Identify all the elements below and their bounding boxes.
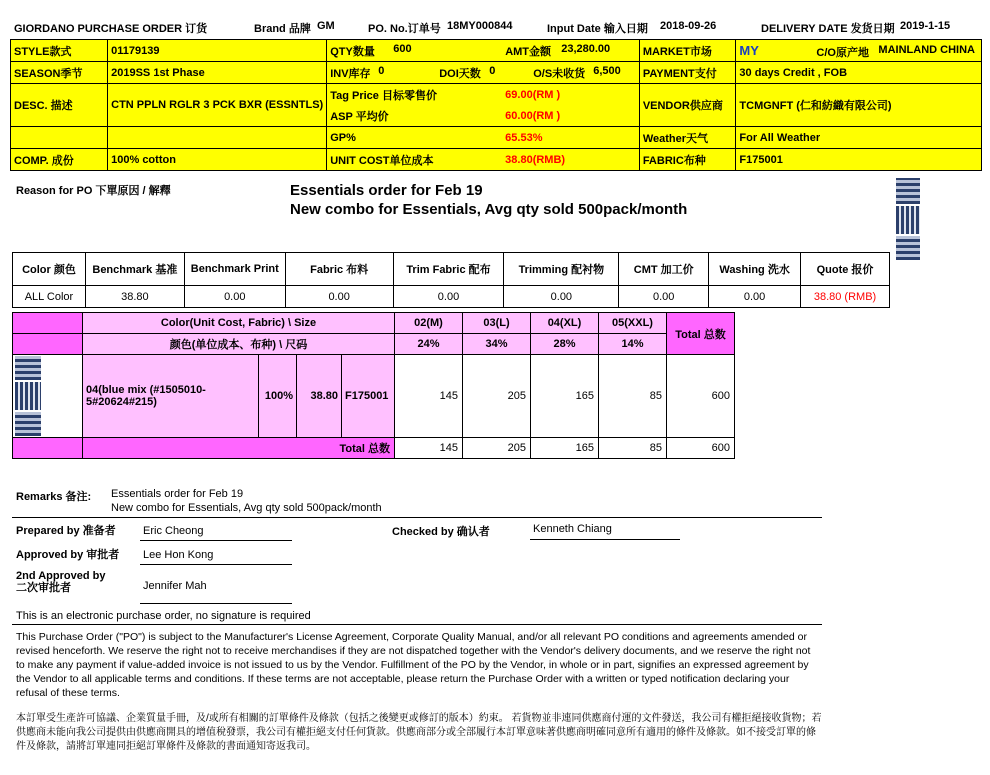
inv-value: 0 <box>378 64 385 77</box>
approved-label: Approved by 审批者 <box>16 549 120 561</box>
payment-value: 30 days Credit , FOB <box>736 62 982 84</box>
total-header: Total 总数 <box>667 313 735 355</box>
table-row <box>13 355 735 438</box>
color-size-table <box>12 312 735 459</box>
color-header-zh: 颜色(单位成本、布种) \ 尺码 <box>83 334 395 355</box>
remarks-label: Remarks 备注: <box>16 491 92 503</box>
prepared-line <box>140 540 292 541</box>
unit-cost-value: 38.80(RMB) <box>502 149 639 171</box>
qty-m: 145 <box>395 355 463 438</box>
season-label: SEASON季节 <box>11 62 108 84</box>
season-value: 2019SS 1st Phase <box>108 62 327 84</box>
color-fabric: F175001 <box>342 355 395 438</box>
second-approved-value: Jennifer Mah <box>143 580 207 592</box>
swatch-top-icon <box>896 178 920 204</box>
fabric-value: F175001 <box>736 149 982 171</box>
inv-doi-os-cell <box>327 62 640 84</box>
qty-xl: 165 <box>531 355 599 438</box>
row-swatch-bottom-icon <box>15 412 41 436</box>
size-header-xxl: 05(XXL) <box>599 313 667 334</box>
total-l: 205 <box>463 438 531 459</box>
weather-value: For All Weather <box>736 127 982 149</box>
input-date: 2018-09-26 <box>660 20 717 32</box>
approved-value: Lee Hon Kong <box>143 549 214 561</box>
market-value: MY <box>739 43 759 58</box>
color-swatch-cell <box>13 355 83 438</box>
divider <box>12 624 822 625</box>
gp-empty-1 <box>11 127 108 149</box>
benchmark-table <box>12 252 890 308</box>
market-origin-cell <box>736 40 982 62</box>
vendor-label: VENDOR供应商 <box>639 84 736 127</box>
total-xl: 165 <box>531 438 599 459</box>
bench-header-fabric: Fabric 布料 <box>285 253 393 286</box>
checked-value: Kenneth Chiang <box>533 523 612 535</box>
size-header-l: 03(L) <box>463 313 531 334</box>
style-value: 01179139 <box>108 40 327 62</box>
qty-l: 205 <box>463 355 531 438</box>
color-header-en: Color(Unit Cost, Fabric) \ Size <box>83 313 395 334</box>
terms-english: This Purchase Order ("PO") is subject to the Manufacturer's License Agreement, Corporate Quality Manual, and/or all relevant PO conditions and agreements amended or revised henceforth. We reserve the right not to receive merchandises if they are not dispatched together with the Vendor's delivery documents, and we reserve the right not to make any payment if value-added invoice is not issued to us by the Vendor. Fulfillment of the PO by the Vendor, in whole or in part, signifies an expressed agreement by the Vendor to all applicable terms and conditions. If these terms are not acceptable, please return the Purchase Order with a written or typed notification declaring your refusal of these terms. <box>16 631 811 699</box>
amt-value: 23,280.00 <box>561 42 611 55</box>
second-approved-label <box>16 570 105 594</box>
ratio-xl: 28% <box>531 334 599 355</box>
bench-value-cmt: 0.00 <box>619 286 709 308</box>
bench-header-cmt: CMT 加工价 <box>619 253 709 286</box>
desc-label: DESC. 描述 <box>11 84 108 127</box>
bench-value-color: ALL Color <box>13 286 86 308</box>
electronic-notice: This is an electronic purchase order, no signature is required <box>16 610 311 622</box>
asp-value: 60.00(RM ) <box>502 105 639 127</box>
row-swatch-top-icon <box>15 356 41 380</box>
weather-label: Weather天气 <box>639 127 736 149</box>
swatch-bottom-icon <box>896 236 920 260</box>
qty-xxl: 85 <box>599 355 667 438</box>
input-date-label: Input Date 输入日期 <box>547 23 648 35</box>
grand-total: 600 <box>667 438 735 459</box>
color-swatch-image <box>15 356 41 436</box>
second-approved-label-zh: 二次审批者 <box>16 582 71 594</box>
amt-label: AMT金额 <box>505 45 552 58</box>
unit-cost-label: UNIT COST单位成本 <box>327 149 502 171</box>
vendor-value: TCMGNFT (仁和紡織有限公司) <box>736 84 982 127</box>
po-number-label: PO. No.订单号 <box>368 23 441 35</box>
size-header-xl: 04(XL) <box>531 313 599 334</box>
ratio-m: 24% <box>395 334 463 355</box>
approved-line <box>140 564 292 565</box>
ratio-xxl: 14% <box>599 334 667 355</box>
gp-label: GP% <box>327 127 502 149</box>
qty-total: 600 <box>667 355 735 438</box>
color-pct: 100% <box>259 355 297 438</box>
brand-value: GM <box>317 20 335 32</box>
total-m: 145 <box>395 438 463 459</box>
bench-value-fabric: 0.00 <box>285 286 393 308</box>
bench-header-trimming: Trimming 配衬物 <box>504 253 619 286</box>
remarks-line-1: Essentials order for Feb 19 <box>111 488 244 500</box>
qty-amt-cell <box>327 40 640 62</box>
color-cost: 38.80 <box>297 355 342 438</box>
tag-price-value: 69.00(RM ) <box>502 84 639 106</box>
info-table <box>10 39 982 171</box>
gp-value: 65.53% <box>502 127 639 149</box>
fabric-label: FABRIC布种 <box>639 149 736 171</box>
color-header-corner-2 <box>13 334 83 355</box>
os-value: 6,500 <box>593 64 621 77</box>
bench-value-trim-fabric: 0.00 <box>393 286 504 308</box>
bench-header-color: Color 颜色 <box>13 253 86 286</box>
po-title: GIORDANO PURCHASE ORDER 订货 <box>14 23 208 35</box>
bench-value-washing: 0.00 <box>709 286 801 308</box>
os-label: O/S未收货 <box>533 67 586 80</box>
bench-header-quote: Quote 报价 <box>801 253 890 286</box>
checked-line <box>530 539 680 540</box>
desc-value: CTN PPLN RGLR 3 PCK BXR (ESSNTLS) <box>108 84 327 127</box>
market-label: MARKET市场 <box>639 40 736 62</box>
remarks-text <box>111 487 382 515</box>
bench-value-trimming: 0.00 <box>504 286 619 308</box>
bench-header-print: Benchmark Print <box>184 253 285 286</box>
color-name: 04(blue mix (#1505010-5#20624#215) <box>83 355 259 438</box>
prepared-label: Prepared by 准备者 <box>16 525 116 537</box>
totals-label: Total 总数 <box>83 438 395 459</box>
reason-line-1: Essentials order for Feb 19 <box>290 182 483 199</box>
gp-empty-2 <box>108 127 327 149</box>
reason-text <box>290 181 687 219</box>
comp-value: 100% cotton <box>108 149 327 171</box>
size-header-m: 02(M) <box>395 313 463 334</box>
swatch-middle-icon <box>896 206 920 234</box>
origin-label: C/O原产地 <box>816 47 869 59</box>
checked-label: Checked by 确认者 <box>392 526 490 538</box>
ratio-l: 34% <box>463 334 531 355</box>
second-approved-label-en: 2nd Approved by <box>16 570 106 582</box>
prepared-value: Eric Cheong <box>143 525 204 537</box>
totals-corner <box>13 438 83 459</box>
reason-line-2: New combo for Essentials, Avg qty sold 500pack/month <box>290 201 688 218</box>
style-label: STYLE款式 <box>11 40 108 62</box>
asp-label: ASP 平均价 <box>327 105 502 127</box>
tag-price-label: Tag Price 目标零售价 <box>327 84 502 106</box>
delivery-date-label: DELIVERY DATE 发货日期 <box>761 23 895 35</box>
bench-value-quote: 38.80 (RMB) <box>801 286 890 308</box>
row-swatch-middle-icon <box>15 382 41 410</box>
color-header-corner <box>13 313 83 334</box>
bench-header-trim-fabric: Trim Fabric 配布 <box>393 253 504 286</box>
second-approved-line <box>140 603 292 604</box>
payment-label: PAYMENT支付 <box>639 62 736 84</box>
comp-label: COMP. 成份 <box>11 149 108 171</box>
bench-header-washing: Washing 洗水 <box>709 253 801 286</box>
origin-value: MAINLAND CHINA <box>878 44 975 56</box>
inv-label: INV库存 <box>330 67 371 80</box>
bench-value-benchmark: 38.80 <box>85 286 184 308</box>
product-swatch-image <box>896 178 920 260</box>
divider <box>12 517 822 518</box>
doi-label: DOI天数 <box>439 67 481 80</box>
total-xxl: 85 <box>599 438 667 459</box>
bench-header-benchmark: Benchmark 基准 <box>85 253 184 286</box>
qty-label: QTY数量 <box>330 45 375 58</box>
remarks-line-2: New combo for Essentials, Avg qty sold 500pack/month <box>111 502 382 514</box>
doi-value: 0 <box>489 64 496 77</box>
bench-value-print: 0.00 <box>184 286 285 308</box>
terms-chinese: 本訂單受生產許可協議、企業質量手冊，及/或所有相關的訂單條件及條款（包括之後變更或修訂的版本）約束。 若貨物並非連同供應商付運的文件發送，我公司有權拒絕接收貨物；若供應商未能向我公司提供由供應商開具的增值稅發票，我公司有權拒絕支付任何貨款。供應商部分或全部履行本訂單意味著供應商明確同意所有適用的條件及條款。如不接受訂單的條件及條款，請將訂單連同拒絕訂單條件及條款的書面通知寄返我司。 <box>16 713 822 752</box>
reason-label: Reason for PO 下單原因 / 解釋 <box>16 185 171 197</box>
delivery-date: 2019-1-15 <box>900 20 951 32</box>
qty-value: 600 <box>393 42 412 55</box>
po-number: 18MY000844 <box>447 20 513 32</box>
brand-label: Brand 品牌 <box>254 23 311 35</box>
